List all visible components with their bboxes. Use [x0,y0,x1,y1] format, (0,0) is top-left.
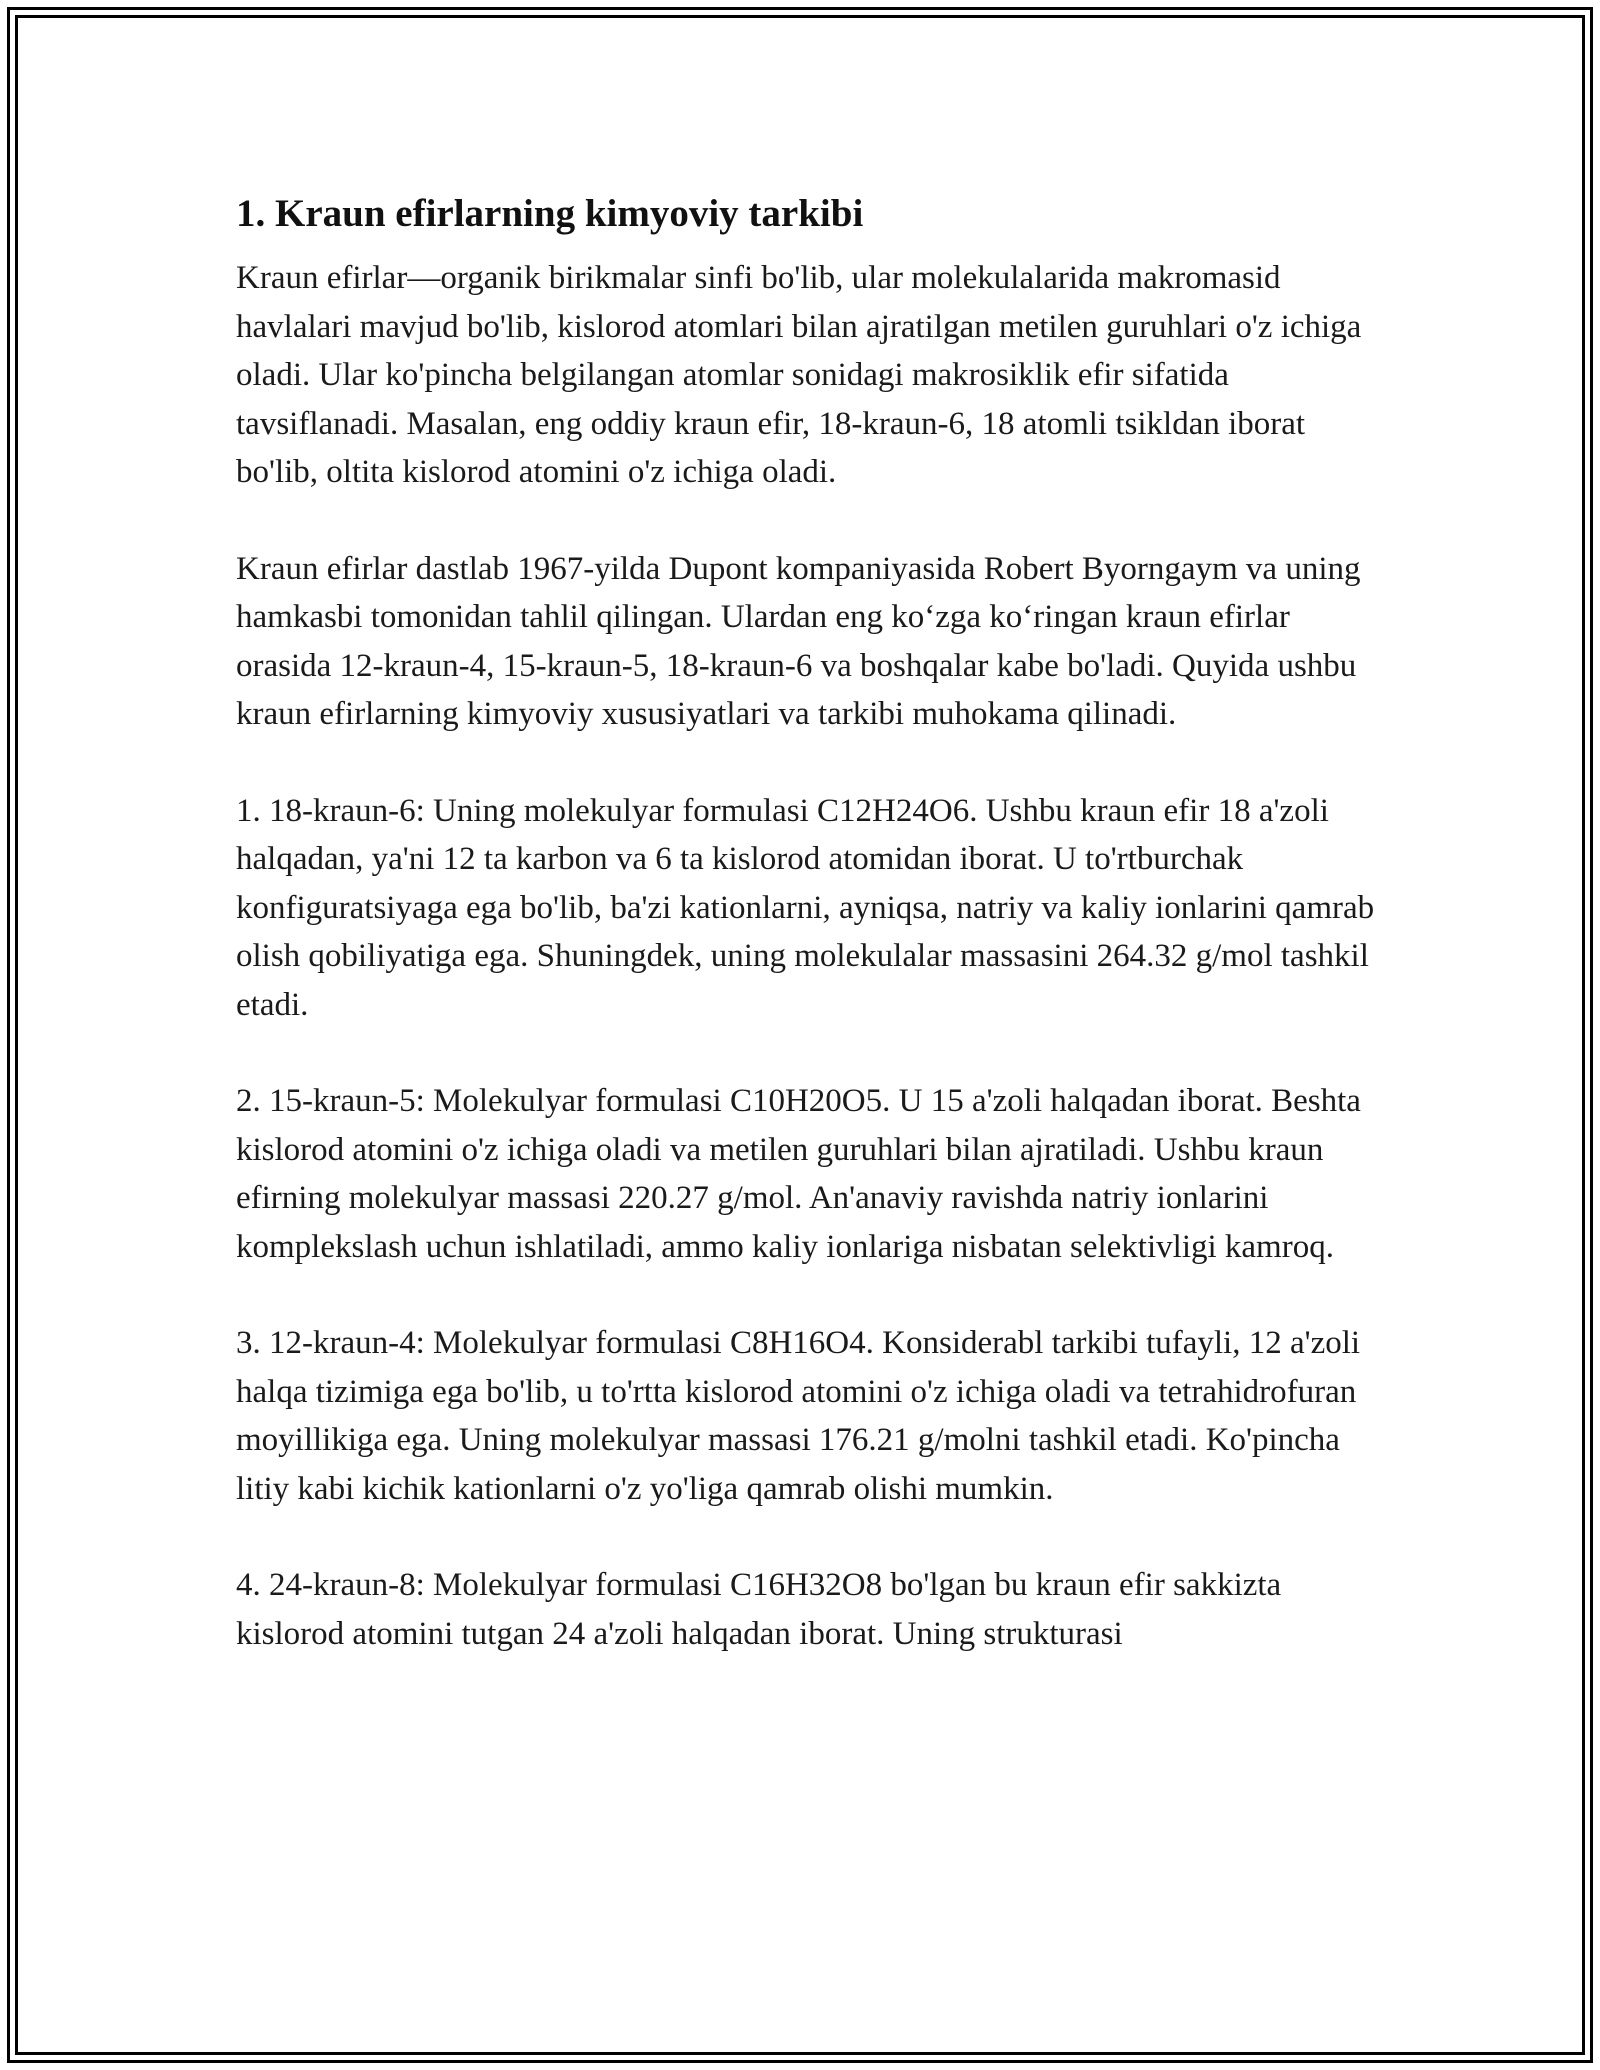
paragraph-intro: Kraun efirlar—organik birikmalar sinfi bo'lib, ular molekulalarida makromasid havlalari mavjud bo'lib, kislorod atomlari bilan ajratilgan metilen guruhlari o'z ichiga oladi. Ular ko'pincha belgilangan atomlar sonidagi makrosiklik efir sifatida tavsiflanadi. Masalan, eng oddiy kraun efir, 18-kraun-6, 18 atomli tsikldan iborat bo'lib, oltita kislorod atomini o'z ichiga oladi. [236,260,1362,490]
section-heading: 1. Kraun efirlarning kimyoviy tarkibi [236,192,864,235]
paragraph-15-crown-5: 2. 15-kraun-5: Molekulyar formulasi C10H20O5. U 15 a'zoli halqadan iborat. Beshta kislorod atomini o'z ichiga oladi va metilen guruhlari bilan ajratiladi. Ushbu kraun efirning molekulyar massasi 220.27 g/mol. An'anaviy ravishda natriy ionlarini komplekslash uchun ishlatiladi, ammo kaliy ionlariga nisbatan selektivligi kamroq. [236,1083,1361,1265]
document-body [236,184,1376,1706]
paragraph-24-crown-8: 4. 24-kraun-8: Molekulyar formulasi C16H32O8 bo'lgan bu kraun efir sakkizta kislorod atomini tutgan 24 a'zoli halqadan iborat. Uning strukturasi [236,1567,1282,1652]
paragraph-12-crown-4: 3. 12-kraun-4: Molekulyar formulasi C8H16O4. Konsiderabl tarkibi tufayli, 12 a'zoli halqa tizimiga ega bo'lib, u to'rtta kislorod atomini o'z ichiga oladi va tetrahidrofuran moyillikiga ega. Uning molekulyar massasi 176.21 g/molni tashkil etadi. Ko'pincha litiy kabi kichik kationlarni o'z yo'liga qamrab olishi mumkin. [236,1325,1361,1507]
paragraph-history: Kraun efirlar dastlab 1967-yilda Dupont kompaniyasida Robert Byorngaym va uning hamkasbi tomonidan tahlil qilingan. Ulardan eng ko‘zga ko‘ringan kraun efirlar orasida 12-kraun-4, 15-kraun-5, 18-kraun-6 va boshqalar kabe bo'ladi. Quyida ushbu kraun efirlarning kimyoviy xususiyatlari va tarkibi muhokama qilinadi. [236,550,1361,732]
paragraph-18-crown-6: 1. 18-kraun-6: Uning molekulyar formulasi C12H24O6. Ushbu kraun efir 18 a'zoli halqadan, ya'ni 12 ta karbon va 6 ta kislorod atomidan iborat. U to'rtburchak konfiguratsiyaga ega bo'lib, ba'zi kationlarni, ayniqsa, natriy va kaliy ionlarini qamrab olish qobiliyatiga ega. Shuningdek, uning molekulalar massasini 264.32 g/mol tashkil etadi. [236,792,1375,1023]
